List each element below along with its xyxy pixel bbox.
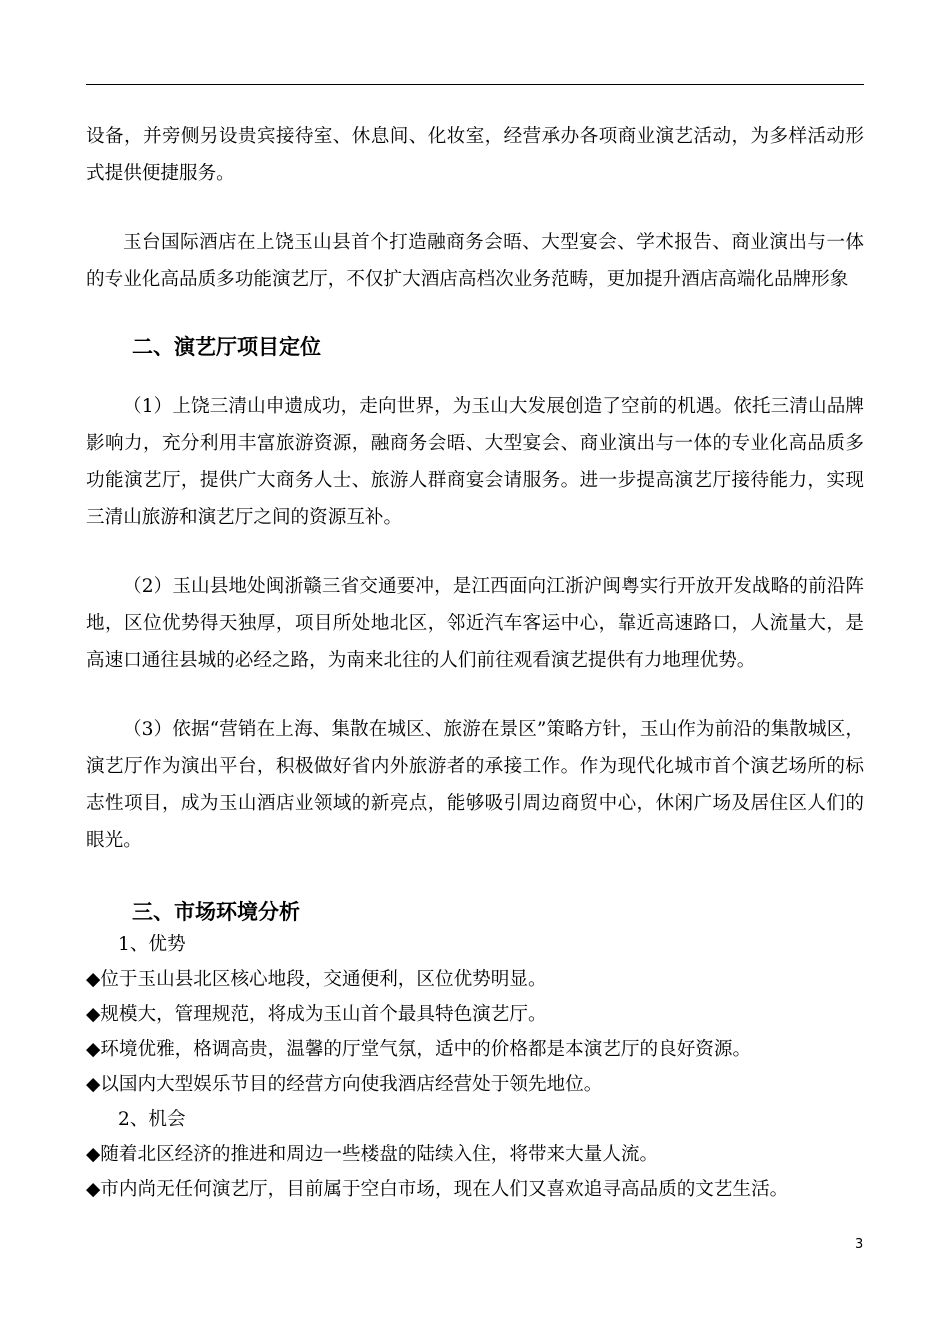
advantage-bullet-3: ◆环境优雅，格调高贵，温馨的厅堂气氛，适中的价格都是本演艺厅的良好资源。 [86, 1039, 752, 1060]
positioning-paragraph-3: （3）依据“营销在上海、集散在城区、旅游在景区”策略方针，玉山作为前沿的集散城区，演艺厅作为演出平台，积极做好省内外旅游者的承接工作。作为现代化城市首个演艺场所的标志性项目，成为玉山酒店业领域的新亮点，能够吸引周边商贸中心，休闲广场及居住区人们的眼光。 [86, 719, 864, 851]
header-rule [86, 84, 864, 85]
advantage-bullet-2: ◆规模大，管理规范，将成为玉山首个最具特色演艺厅。 [86, 1004, 547, 1025]
subheading-advantages: 1、优势 [118, 934, 186, 955]
page-content [86, 118, 864, 1207]
positioning-paragraph-1: （1）上饶三清山申遗成功，走向世界，为玉山大发展创造了空前的机遇。依托三清山品牌影响力，充分利用丰富旅游资源，融商务会晤、大型宴会、商业演出与一体的专业化高品质多功能演艺厅，提供广大商务人士、旅游人群商宴会请服务。进一步提高演艺厅接待能力，实现三清山旅游和演艺厅之间的资源互补。 [86, 396, 864, 528]
opportunity-bullet-2: ◆市内尚无任何演艺厅，目前属于空白市场，现在人们又喜欢追寻高品质的文艺生活。 [86, 1179, 789, 1200]
advantage-bullet-4: ◆以国内大型娱乐节目的经营方向使我酒店经营处于领先地位。 [86, 1074, 603, 1095]
opportunity-bullet-1: ◆随着北区经济的推进和周边一些楼盘的陆续入住，将带来大量人流。 [86, 1144, 659, 1165]
positioning-paragraph-2: （2）玉山县地处闽浙赣三省交通要冲，是江西面向江浙沪闽粤实行开放开发战略的前沿阵地，区位优势得天独厚，项目所处地北区，邻近汽车客运中心，靠近高速路口，人流量大，是高速口通往县城的必经之路，为南来北往的人们前往观看演艺提供有力地理优势。 [86, 576, 864, 671]
page-number: 3 [855, 1237, 864, 1252]
subheading-opportunities: 2、机会 [118, 1109, 186, 1130]
section-heading-market-analysis: 三、市场环境分析 [132, 900, 300, 924]
section-heading-positioning: 二、演艺厅项目定位 [132, 335, 321, 359]
continuation-paragraph: 设备，并旁侧另设贵宾接待室、休息间、化妆室，经营承办各项商业演艺活动，为多样活动形式提供便捷服务。 [86, 126, 864, 184]
advantage-bullet-1: ◆位于玉山县北区核心地段，交通便利，区位优势明显。 [86, 969, 547, 990]
intro-paragraph: 玉台国际酒店在上饶玉山县首个打造融商务会晤、大型宴会、学术报告、商业演出与一体的专业化高品质多功能演艺厅，不仅扩大酒店高档次业务范畴，更加提升酒店高端化品牌形象 [86, 232, 864, 290]
